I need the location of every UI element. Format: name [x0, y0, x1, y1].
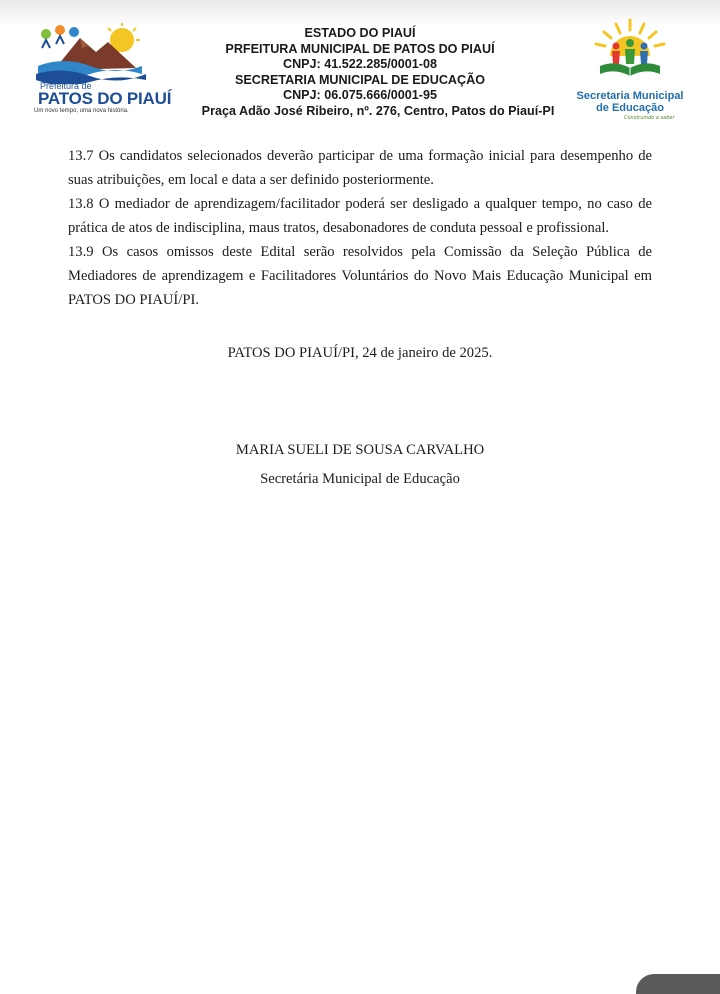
prefeitura-label: Prefeitura de: [40, 81, 92, 91]
header-secretaria: SECRETARIA MUNICIPAL DE EDUCAÇÃO: [234, 72, 486, 87]
page-curl-shadow: [636, 974, 720, 994]
signatory-role: Secretária Municipal de Educação: [260, 471, 460, 487]
document-body: [68, 144, 652, 312]
education-logo-tagline: Construindo o saber: [624, 115, 675, 121]
letterhead: [0, 0, 720, 130]
place-and-date: PATOS DO PIAUÍ/PI, 24 de janeiro de 2025.: [227, 345, 493, 361]
header-cnpj-prefeitura: CNPJ: 41.522.285/0001-08: [282, 57, 438, 72]
header-prefeitura: PRFEITURA MUNICIPAL DE PATOS DO PIAUÍ: [225, 41, 495, 56]
header-state: ESTADO DO PIAUÍ: [304, 26, 416, 40]
header-address: Praça Adão José Ribeiro, nº. 276, Centro, Patos do Piauí-PI: [201, 103, 555, 118]
secretaria-educacao-logo: [566, 16, 694, 124]
patos-logo-graphic: [24, 22, 164, 84]
patos-do-piaui-logo: [24, 22, 172, 120]
education-logo-title: Secretaria Municipal: [576, 90, 684, 102]
education-logo-subtitle: de Educação: [596, 102, 664, 114]
paragraph-13-7: 13.7 Os candidatos selecionados deverão participar de uma formação inicial para desempenho de suas atribuições, em local e data a ser definido posteriormente.: [68, 148, 652, 188]
paragraph-13-8: 13.8 O mediador de aprendizagem/facilitador poderá ser desligado a qualquer tempo, no caso de prática de atos de indisciplina, maus tratos, desabonadores de conduta pessoal e profissional.: [68, 196, 652, 236]
header-cnpj-secretaria: CNPJ: 06.075.666/0001-95: [282, 88, 438, 103]
education-logo-graphic: [566, 16, 694, 88]
letterhead-text: [160, 26, 560, 120]
signatory-name: MARIA SUELI DE SOUSA CARVALHO: [235, 442, 485, 458]
paragraph-13-9: 13.9 Os casos omissos deste Edital serão resolvidos pela Comissão da Seleção Pública de Mediadores de aprendizagem e Facilitadores Voluntários do Novo Mais Educação Municipal em PATOS DO PIAUÍ/PI.: [68, 244, 652, 308]
municipality-slogan: Um novo tempo, uma nova história.: [34, 108, 129, 114]
municipality-name: PATOS DO PIAUÍ: [38, 89, 172, 108]
